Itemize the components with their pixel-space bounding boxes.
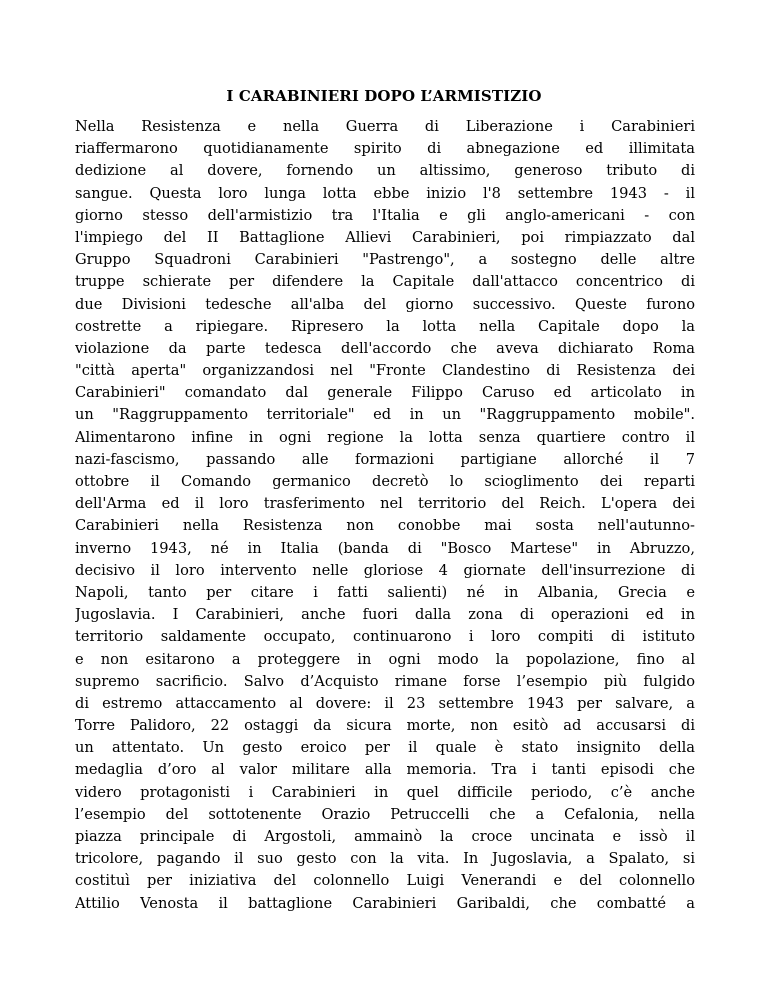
paragraph-line: e non esitarono a proteggere in ogni modo la popolazione, fino al — [75, 650, 695, 668]
paragraph-line: medaglia d’oro al valor militare alla memoria. Tra i tanti episodi che — [75, 761, 695, 779]
paragraph-line: Carabinieri" comandato dal generale Filippo Caruso ed articolato in — [75, 384, 695, 402]
paragraph-line: costrette a ripiegare. Ripresero la lotta nella Capitale dopo la — [75, 317, 695, 335]
paragraph-line: costituì per iniziativa del colonnello Luigi Venerandi e del colonnello — [75, 872, 695, 890]
paragraph-line: inverno 1943, né in Italia (banda di "Bosco Martese" in Abruzzo, — [75, 539, 695, 557]
paragraph-line: decisivo il loro intervento nelle gloriose 4 giornate dell'insurrezione di — [75, 561, 695, 579]
paragraph-line: l’esempio del sottotenente Orazio Petruccelli che a Cefalonia, nella — [75, 805, 695, 823]
paragraph-line: nazi-fascismo, passando alle formazioni partigiane allorché il 7 — [75, 450, 695, 468]
paragraph-line: dedizione al dovere, fornendo un altissimo, generoso tributo di — [75, 162, 695, 180]
paragraph-line: piazza principale di Argostoli, ammainò la croce uncinata e issò il — [75, 828, 695, 845]
paragraph-line: un attentato. Un gesto eroico per il quale è stato insignito della — [75, 739, 695, 757]
paragraph-line: Alimentarono infine in ogni regione la lotta senza quartiere contro il — [75, 428, 695, 446]
paragraph-line: territorio saldamente occupato, continuarono i loro compiti di istituto — [75, 628, 695, 646]
paragraph-line: Napoli, tanto per citare i fatti salienti) né in Albania, Grecia e — [75, 583, 695, 601]
paragraph-line: sangue. Questa loro lunga lotta ebbe inizio l'8 settembre 1943 - il — [75, 184, 695, 202]
paragraph-line: Attilio Venosta il battaglione Carabinieri Garibaldi, che combatté a — [75, 894, 695, 912]
document-title: I CARABINIERI DOPO L’ARMISTIZIO — [226, 87, 542, 105]
paragraph-line: Gruppo Squadroni Carabinieri "Pastrengo", a sostegno delle altre — [75, 251, 695, 269]
paragraph-line: tricolore, pagando il suo gesto con la vita. In Jugoslavia, a Spalato, si — [75, 850, 695, 868]
paragraph-line: Carabinieri nella Resistenza non conobbe mai sosta nell'autunno- — [75, 517, 695, 535]
paragraph-line: truppe schierate per difendere la Capitale dall'attacco concentrico di — [75, 273, 695, 291]
paragraph-line: di estremo attaccamento al dovere: il 23 settembre 1943 per salvare, a — [75, 694, 695, 712]
paragraph-line: Nella Resistenza e nella Guerra di Liberazione i Carabinieri — [75, 118, 695, 135]
paragraph-line: ottobre il Comando germanico decretò lo scioglimento dei reparti — [75, 473, 695, 490]
paragraph-line: Torre Palidoro, 22 ostaggi da sicura morte, non esitò ad accusarsi di — [75, 717, 695, 735]
paragraph-line: due Divisioni tedesche all'alba del giorno successivo. Queste furono — [75, 295, 695, 313]
paragraph-line: violazione da parte tedesca dell'accordo che aveva dichiarato Roma — [75, 339, 695, 357]
paragraph-line: videro protagonisti i Carabinieri in quel difficile periodo, c’è anche — [75, 783, 695, 801]
paragraph-line: "città aperta" organizzandosi nel "Fronte Clandestino di Resistenza dei — [75, 362, 695, 380]
paragraph-line: riaffermarono quotidianamente spirito di abnegazione ed illimitata — [75, 140, 695, 158]
paragraph-line: un "Raggruppamento territoriale" ed in un "Raggruppamento mobile". — [75, 406, 695, 424]
paragraph-line: giorno stesso dell'armistizio tra l'Italia e gli anglo-americani - con — [75, 206, 695, 224]
paragraph-line: l'impiego del II Battaglione Allievi Carabinieri, poi rimpiazzato dal — [75, 228, 695, 246]
paragraph-line: dell'Arma ed il loro trasferimento nel territorio del Reich. L'opera dei — [75, 495, 695, 513]
paragraph-line: Jugoslavia. I Carabinieri, anche fuori dalla zona di operazioni ed in — [75, 606, 695, 624]
document-body — [75, 116, 695, 915]
paragraph-line: supremo sacrificio. Salvo d’Acquisto rimane forse l’esempio più fulgido — [75, 672, 695, 690]
